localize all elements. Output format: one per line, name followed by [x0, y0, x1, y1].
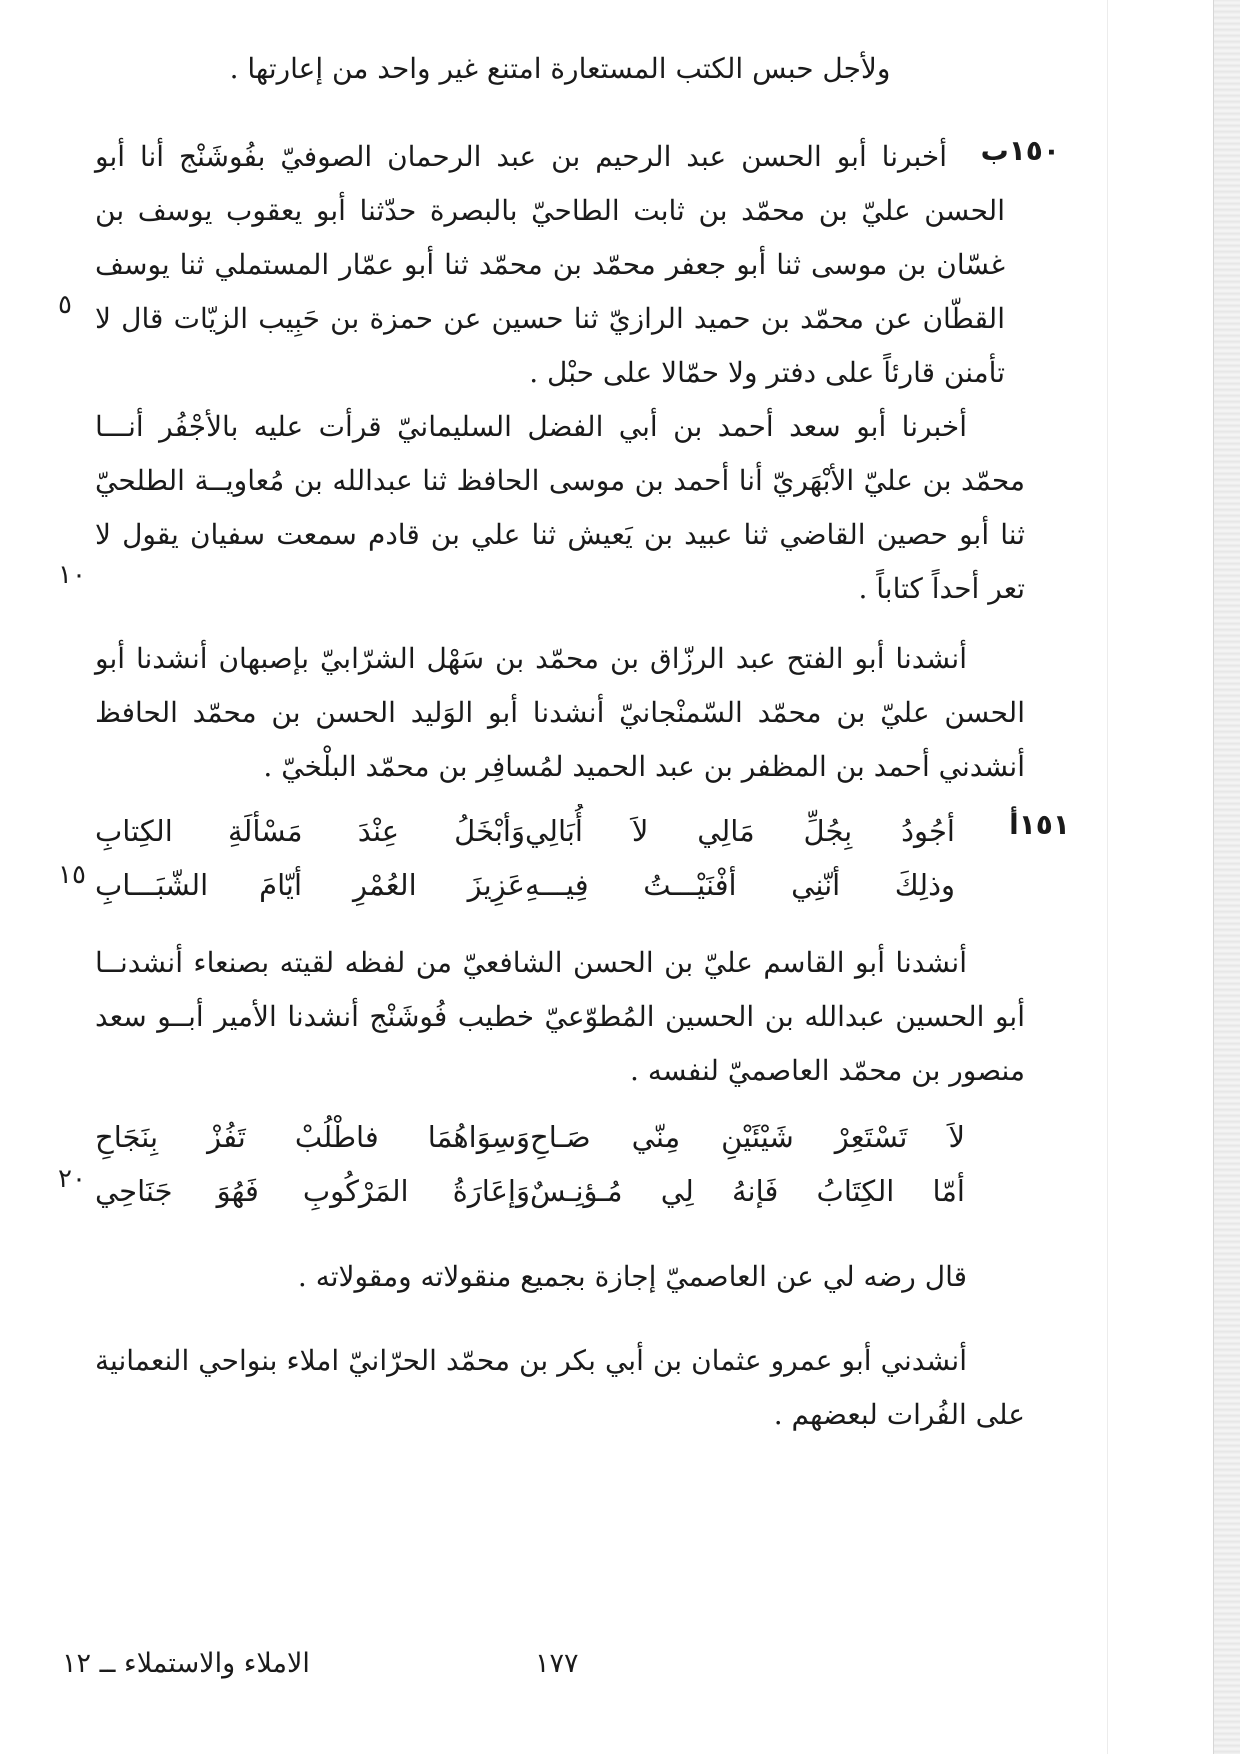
- hemistich-right: وذلِكَ أنّنِي أفْنَيْـــتُ فِيـــهِ: [525, 868, 955, 902]
- line-number-5: ٥: [58, 290, 72, 320]
- page-number: ١٧٧: [535, 1648, 579, 1679]
- line-number-10: ١٠: [58, 560, 86, 590]
- paragraph-2: أخبرنا أبو سعد أحمد بن أبي الفضل السليمانيّ قرأت عليه بالأجْفُر أنـــا محمّد بن عليّ الأبْهَريّ أنا أحمد بن موسى الحافظ ثنا عبدالله بن مُعاويــة الطلحيّ ثنا أبو حصين القاضي ثنا عبيد بن يَعيش ثنا علي بن قادم سمعت سفيان يقول لا تعر أحداً كتاباً .: [95, 410, 1025, 605]
- hemistich-left: وَسِوَاهُمَا فاطْلُبْ تَفُزْ بِنَجَاحِ: [95, 1120, 530, 1154]
- hemistich-left: وَإعَارَةُ المَرْكُوبِ فَهُوَ جَنَاحِي: [95, 1174, 530, 1208]
- paragraph-4: أنشدنا أبو القاسم عليّ بن الحسن الشافعيّ من لفظه لقيته بصنعاء أنشدنــا أبو الحسين عبدالله بن الحسين المُطوّعيّ خطيب فُوشَنْج أنشدنا الأمير أبــو سعد منصور بن محمّد العاصميّ لنفسه .: [95, 946, 1025, 1087]
- verse-1: [95, 1110, 965, 1164]
- hemistich-left: وَأبْخَلُ عِنْدَ مَسْألَةِ الكِتابِ: [95, 814, 525, 848]
- entry-tag-150b: ١٥٠ب: [980, 134, 1060, 167]
- line-number-20: ٢٠: [58, 1164, 86, 1194]
- verse-1: [95, 804, 955, 858]
- page-edge-line: [1107, 0, 1108, 1754]
- paragraph-entry-150b: أخبرنا أبو الحسن عبد الرحيم بن عبد الرحمان الصوفيّ بفُوشَنْج أنا أبو الحسن عليّ بن محمّد بن ثابت الطاحيّ بالبصرة حدّثنا أبو يعقوب يوسف بن غسّان بن موسى ثنا أبو جعفر محمّد بن محمّد ثنا أبو عمّار المستملي ثنا يوسف القطّان عن محمّد بن حميد الرازيّ ثنا حسين عن حمزة بن حَبِيب الزيّات قال لا تأمنن قارئاً على دفتر ولا حمّالا على حبْل .: [95, 140, 1005, 389]
- verse-2: [95, 858, 955, 912]
- paragraph-5: قال رضه لي عن العاصميّ إجازة بجميع منقولاته ومقولاته .: [297, 1260, 967, 1293]
- line-number-15: ١٥: [58, 860, 86, 890]
- hemistich-right: أمّا الكِتَابُ فَإنهُ لِي مُـؤنِـسٌ: [530, 1174, 965, 1208]
- poem-2: [95, 1110, 965, 1218]
- hemistich-right: أجُودُ بِجُلِّ مَالِي لاَ أُبَالِي: [525, 814, 955, 848]
- hemistich-right: لاَ تَسْتَعِرْ شَيْئَيْنِ مِنّي صَـاحِ: [530, 1120, 965, 1154]
- top-line: ولأجل حبس الكتب المستعارة امتنع غير واحد من إعارتها .: [229, 52, 891, 85]
- footer-signature: الاملاء والاستملاء ــ ١٢: [62, 1648, 310, 1679]
- paragraph-6: أنشدني أبو عمرو عثمان بن أبي بكر بن محمّد الحرّانيّ املاء بنواحي النعمانية على الفُرات لبعضهم .: [95, 1344, 1025, 1431]
- verse-2: [95, 1164, 965, 1218]
- paragraph-3: أنشدنا أبو الفتح عبد الرزّاق بن محمّد بن سَهْل الشرّابيّ بإصبهان أنشدنا أبو الحسن عليّ بن محمّد السّمنْجانيّ أنشدنا أبو الوَليد الحسن بن محمّد الحافظ أنشدني أحمد بن المظفر بن عبد الحميد لمُسافِر بن محمّد البلْخيّ .: [95, 642, 1025, 783]
- hemistich-left: عَزِيزَ العُمْرِ أيّامَ الشّبَـــابِ: [95, 868, 525, 902]
- entry-tag-151a: ١٥١أ: [1009, 808, 1070, 841]
- poem-1: [95, 804, 955, 912]
- page-edge: [1213, 0, 1240, 1754]
